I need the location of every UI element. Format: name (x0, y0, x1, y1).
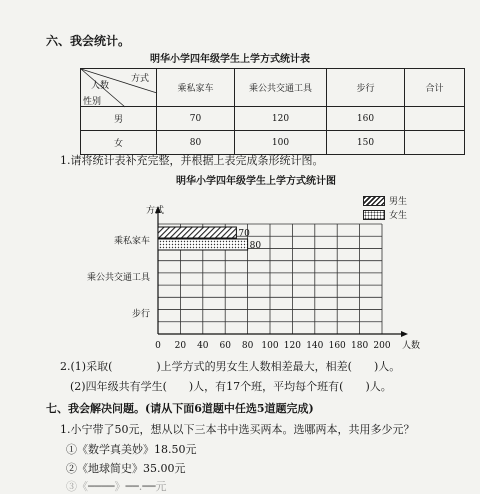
category-label: 步行 (131, 309, 150, 320)
corner-label-people: 人数 (91, 81, 110, 91)
section6-heading: 六、我会统计。 (46, 34, 131, 48)
question-6-2b: (2)四年级共有学生( )人，有17个班，平均每个班有( )人。 (70, 380, 392, 393)
x-axis-label: 人数 (402, 341, 421, 351)
bar-data-label: 80 (249, 241, 262, 251)
table-title: 明华小学四年级学生上学方式统计表 (150, 54, 310, 65)
y-axis-label: 方式 (146, 206, 165, 216)
cell-female-walk: 150 (327, 131, 405, 155)
x-tick-label: 120 (283, 341, 301, 351)
bar-female (158, 239, 248, 250)
x-tick-label: 80 (241, 341, 254, 351)
section7-heading: 七、我会解决问题。(请从下面6道题中任选5道题完成) (46, 402, 314, 415)
bar-data-label: 70 (238, 229, 250, 239)
x-tick-label: 40 (197, 341, 209, 351)
cell-male-car: 70 (157, 107, 235, 131)
row-label-female: 女 (81, 131, 157, 155)
question-6-1: 1.请将统计表补充完整，并根据上表完成条形统计图。 (60, 154, 324, 167)
x-tick-label: 140 (306, 341, 324, 351)
row-label-male: 男 (81, 107, 157, 131)
cell-male-walk: 160 (327, 107, 405, 131)
book-option-2: ②《地球简史》35.00元 (66, 462, 186, 475)
category-label: 乘私家车 (113, 236, 150, 247)
col-header-walk: 步行 (327, 69, 405, 107)
col-header-total: 合计 (405, 69, 465, 107)
question-7-1: 1.小宁带了50元，想从以下三本书中选买两本。选哪两本，共用多少元？ (60, 423, 415, 436)
cell-female-car: 80 (157, 131, 235, 155)
x-tick-label: 0 (155, 341, 161, 351)
x-tick-label: 200 (373, 341, 391, 351)
x-tick-label: 180 (351, 341, 369, 351)
col-header-car: 乘私家车 (157, 69, 235, 107)
legend-label-female: 女生 (389, 211, 408, 221)
bar-male (158, 227, 236, 238)
cell-male-transit: 120 (235, 107, 327, 131)
book-option-1: ①《数学真美妙》18.50元 (66, 443, 197, 456)
category-label: 乘公共交通工具 (86, 273, 150, 283)
x-tick-label: 160 (328, 341, 346, 351)
chart-title: 明华小学四年级学生上学方式统计图 (176, 176, 336, 187)
book-option-3-cutoff: ③《━━━━》━━.━━元 (66, 480, 167, 493)
legend-label-male: 男生 (389, 197, 408, 207)
x-tick-label: 60 (219, 341, 231, 351)
x-axis-arrow (401, 331, 408, 337)
x-tick-label: 20 (174, 341, 187, 351)
col-header-transit: 乘公共交通工具 (235, 69, 327, 107)
corner-label-method: 方式 (131, 74, 150, 84)
corner-label-gender: 性别 (83, 97, 102, 107)
x-tick-label: 100 (261, 341, 279, 351)
cell-female-transit: 100 (235, 131, 327, 155)
question-6-2a: 2.(1)采取( )上学方式的男女生人数相差最大，相差( )人。 (60, 360, 401, 373)
